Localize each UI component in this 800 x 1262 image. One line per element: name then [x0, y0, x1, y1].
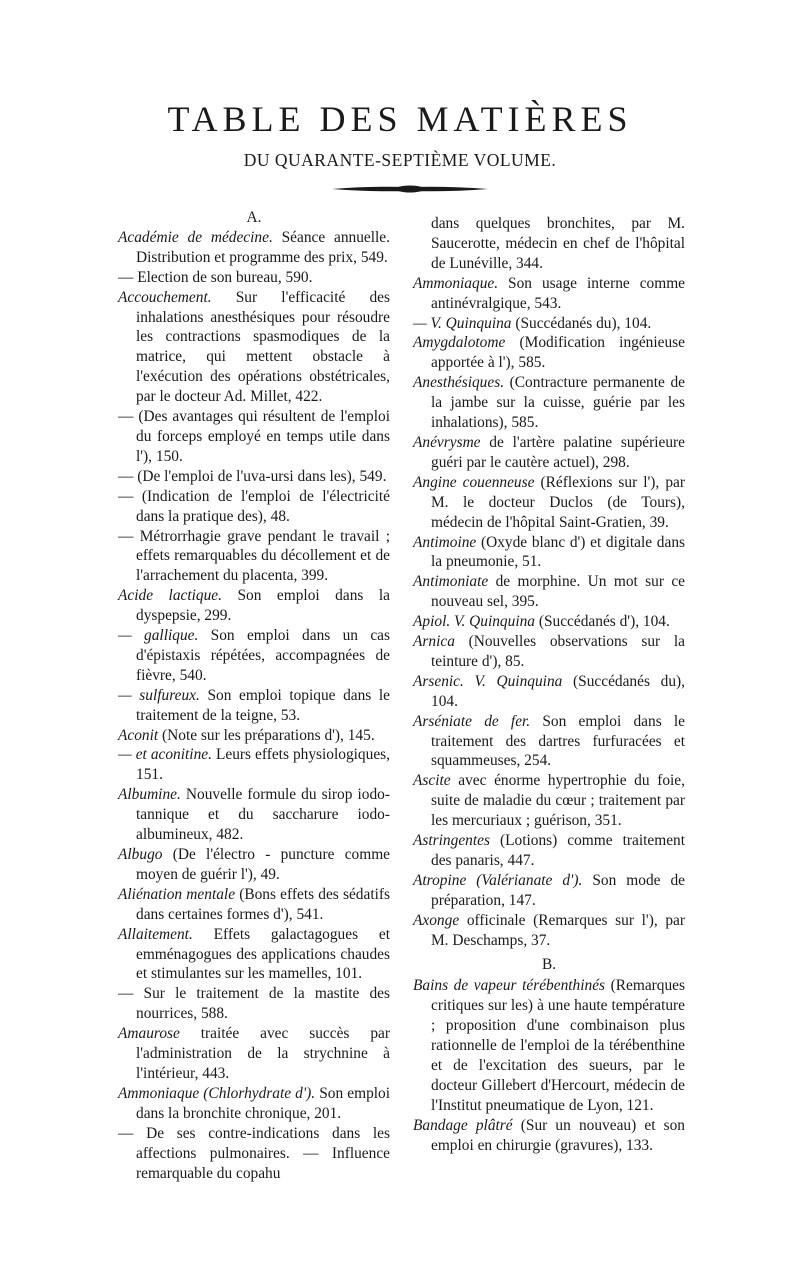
entry-text: Son emploi dans un cas d'épistaxis répétées, accompagnées de fièvre, 540. — [136, 627, 391, 684]
entry-text: (Oxyde blanc d') et digitale dans la pneumonie, 51. — [431, 533, 685, 571]
entry-text: Son emploi dans la dyspepsie, 299. — [136, 587, 390, 625]
entry-headword: Amaurose — [118, 1025, 180, 1043]
entry-headword: Antimoniate — [413, 573, 489, 591]
entry-text: — Election de son bureau, 590. — [118, 268, 313, 286]
entry-text: officinale (Remarques sur l'), par M. Deschamps, 37. — [431, 911, 685, 949]
entry-text: Son mode de préparation, 147. — [431, 871, 685, 909]
entry-headword: Ammoniaque. — [413, 274, 499, 292]
entry-text: (Contracture permanente de la jambe sur la cuisse, guérie par les inhalations), 585. — [431, 374, 685, 432]
entry-headword: Acide lactique. — [118, 587, 222, 605]
entry-text: (Bons effets des sédatifs dans certaines formes d'), 541. — [136, 885, 390, 923]
entry-headword: Accouchement. — [118, 288, 212, 306]
entry-text: — Métrorrhagie grave pendant le travail ; effets remarquables du décollement et de l'arrachement du placenta, 399. — [118, 527, 390, 585]
index-entry — [413, 632, 685, 672]
entry-text: Séance annuelle. Distribution et programme des prix, 549. — [136, 228, 390, 266]
index-entry — [118, 626, 390, 686]
entry-text: — De ses contre-indications dans les affections pulmonaires. — Influence remarquable du copahu — [118, 1124, 390, 1182]
entry-text: Nouvelle formule du sirop iodo-tannique et du saccharure iodo-albumineux, 482. — [136, 786, 390, 844]
entry-headword: Atropine (Valérianate d'). — [413, 871, 583, 889]
index-entry — [118, 785, 390, 845]
entry-headword: Aliénation mentale — [118, 885, 236, 903]
entry-headword: Albugo — [118, 846, 163, 863]
entry-headword: Anévrysme — [413, 433, 481, 451]
entry-headword: Aconit — [118, 726, 159, 744]
entry-text: (Modification ingénieuse apportée à l'), 585. — [431, 334, 685, 372]
continued-entry: dans quelques bronchites, par M. Saucerotte, médecin en chef de l'hôpital de Lunéville, 344. — [431, 215, 685, 272]
entry-text: (Succédanés du), 104. — [431, 672, 685, 710]
index-entry — [118, 228, 390, 268]
entry-text: Leurs effets physiologiques, 151. — [136, 746, 390, 784]
index-entry — [118, 845, 390, 885]
entry-text: (Réflexions sur l'), par M. le docteur Duclos (de Tours), médecin de l'hôpital Saint-Gratien, 39. — [431, 473, 685, 531]
index-entry — [118, 586, 390, 626]
entry-headword: Arséniate de fer. — [413, 712, 531, 730]
index-entry — [118, 1124, 390, 1184]
entry-text: Son emploi topique dans le traitement de la teigne, 53. — [136, 686, 390, 724]
entry-headword: Arnica — [413, 633, 455, 651]
entry-headword: Bandage plâtré — [413, 1116, 513, 1134]
entry-text: avec énorme hypertrophie du foie, suite de maladie du cœur ; traitement par les mercuriaux ; guérison, 351. — [431, 772, 685, 830]
index-entry — [118, 467, 390, 487]
entry-headword: Antimoine — [413, 533, 477, 551]
section-letter-b: B. — [541, 955, 557, 973]
index-entry — [118, 726, 390, 746]
entry-headword: Anesthésiques. — [413, 374, 505, 392]
entry-text: — (De l'emploi de l'uva-ursi dans les), 549. — [118, 467, 387, 485]
index-entry — [118, 984, 390, 1024]
entry-text: — (Des avantages qui résultent de l'emploi du forceps employé en temps utile dans l'), 150. — [118, 408, 390, 465]
entry-headword: Ascite — [413, 772, 451, 790]
left-column — [118, 208, 390, 1183]
index-entry — [118, 407, 390, 467]
index-entry — [118, 1024, 390, 1084]
entry-text: (Succédanés du), 104. — [511, 314, 652, 332]
entry-text: (Note sur les préparations d'), 145. — [158, 726, 375, 744]
entry-text: (Lotions) comme traitement des panaris, 447. — [431, 832, 685, 869]
entry-text: (De l'électro - puncture comme moyen de guérir l'), 49. — [136, 846, 390, 883]
entry-headword: Axonge — [413, 911, 460, 929]
index-entry — [413, 274, 685, 314]
index-entry — [413, 433, 685, 473]
section-letter-a: A. — [246, 209, 262, 226]
entry-text: Son emploi dans le traitement des dartres furfuracées et squammeuses, 254. — [431, 712, 686, 770]
ornamental-rule — [330, 183, 490, 195]
entry-headword: Arsenic. V. Quinquina — [413, 672, 563, 690]
right-column — [413, 214, 685, 1156]
entry-headword: — gallique. — [118, 627, 199, 645]
entry-text: — Sur le traitement de la mastite des nourrices, 588. — [118, 985, 390, 1023]
index-entry — [413, 1116, 685, 1156]
index-entry — [413, 533, 685, 573]
index-entry — [118, 527, 390, 587]
entry-text: (Sur un nouveau) et son emploi en chirurgie (gravures), 133. — [431, 1116, 685, 1154]
entry-headword: Académie de médecine. — [118, 228, 273, 246]
entry-headword: Allaitement. — [118, 925, 193, 943]
index-entry — [413, 712, 685, 772]
index-entry — [413, 373, 685, 433]
entry-text: traitée avec succès par l'administration de la strychnine à l'intérieur, 443. — [136, 1025, 390, 1082]
index-entry — [118, 288, 390, 407]
entry-text: (Succédanés d'), 104. — [535, 613, 670, 631]
index-entry — [118, 745, 390, 785]
index-entry — [413, 314, 685, 334]
index-entry — [118, 487, 390, 527]
entry-headword: Angine couenneuse — [413, 473, 535, 491]
entry-headword: Bains de vapeur térébenthinés — [413, 977, 606, 995]
entry-headword: — sulfureux. — [118, 686, 200, 704]
index-entry — [413, 911, 685, 951]
entry-headword: Apiol. V. Quinquina — [413, 613, 535, 631]
entry-text: Son emploi dans la bronchite chronique, 201. — [136, 1084, 391, 1122]
index-entry — [413, 572, 685, 612]
entry-text: Effets galactagogues et emménagogues des applications chaudes et stimulantes sur les mamelles, 101. — [136, 925, 390, 983]
index-entry — [118, 1084, 390, 1124]
index-entry — [413, 473, 685, 533]
entry-headword: Albumine. — [118, 786, 181, 804]
right-entry-list-b — [413, 976, 685, 1155]
left-entry-list — [118, 228, 390, 1184]
entry-text: (Remarques critiques sur les) à une haute température ; proposition d'une combinaison plus rationnelle de l'emploi de la térébenthine et de l'excitation des sueurs, par le docteur Gillebert d'Hercourt, médecin de l'Institut pneumatique de Lyon, 121. — [431, 977, 685, 1114]
entry-text: — (Indication de l'emploi de l'électricité dans la pratique des), 48. — [118, 487, 390, 525]
index-entry — [413, 612, 685, 632]
index-entry — [118, 885, 390, 925]
page-subtitle: DU QUARANTE-SEPTIÈME VOLUME. — [243, 150, 557, 170]
entry-headword: — et aconitine. — [118, 746, 212, 764]
entry-text: Son usage interne comme antinévralgique, 543. — [431, 274, 685, 312]
entry-text: de l'artère palatine supérieure guéri par le cautère actuel), 298. — [431, 433, 685, 471]
entry-headword: — V. Quinquina — [413, 314, 512, 332]
entry-text: de morphine. Un mot sur ce nouveau sel, 395. — [431, 573, 685, 611]
entry-text: Sur l'efficacité des inhalations anesthésiques pour résoudre les contractions spasmodiques de la matrice, qui mettent obstacle à l'exécution des opérations obstétricales, par le docteur Ad. Millet, 422. — [136, 288, 390, 406]
entry-headword: Amygdalotome — [413, 334, 506, 352]
index-entry — [413, 871, 685, 911]
entry-headword: Ammoniaque (Chlorhydrate d'). — [118, 1084, 316, 1102]
page-title: TABLE DES MATIÈRES — [167, 99, 633, 139]
index-entry — [118, 686, 390, 726]
entry-headword: Astringentes — [413, 832, 490, 850]
right-entry-list — [413, 274, 685, 951]
index-entry — [413, 976, 685, 1115]
index-entry — [413, 771, 685, 831]
index-entry — [118, 925, 390, 985]
index-entry — [413, 333, 685, 373]
index-entry — [118, 268, 390, 288]
entry-text: (Nouvelles observations sur la teinture d'), 85. — [431, 633, 685, 670]
index-entry — [413, 831, 685, 871]
index-entry — [413, 672, 685, 712]
